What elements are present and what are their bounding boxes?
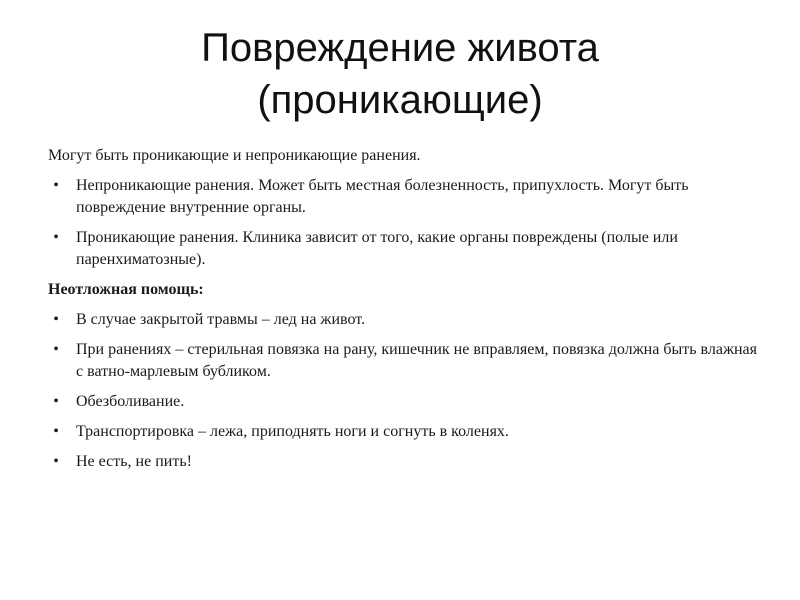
list-item [48,309,760,331]
slide-title-line-1: Повреждение живота [201,26,599,70]
bullet-icon: • [53,423,59,440]
slide-title [40,22,760,126]
list-item-text: При ранениях – стерильная повязка на рану, кишечник не вправляем, повязка должна быть влажная с ватно-марлевым бубликом. [76,341,758,380]
list-item-text: Непроникающие ранения. Может быть местная болезненность, припухлость. Могут быть повреждение внутренние органы. [76,177,689,216]
wound-types-list [48,175,760,271]
emergency-help-list [48,309,760,473]
bullet-icon: • [53,177,59,194]
list-item [48,227,760,271]
list-item-text: Обезболивание. [76,393,185,410]
intro-text: Могут быть проникающие и непроникающие ранения. [48,147,421,164]
list-item-text: Не есть, не пить! [76,453,192,470]
emergency-help-heading: Неотложная помощь: [48,281,204,298]
bullet-icon: • [53,341,59,358]
list-item [48,339,760,383]
bullet-icon: • [53,393,59,410]
list-item-text: В случае закрытой травмы – лед на живот. [76,311,366,328]
list-item [48,451,760,473]
bullet-icon: • [53,311,59,328]
slide-body [48,145,760,481]
bullet-icon: • [53,229,59,246]
list-item-text: Проникающие ранения. Клиника зависит от того, какие органы повреждены (полые или паренхиматозные). [76,229,678,268]
list-item [48,421,760,443]
list-item [48,175,760,219]
slide-title-line-2: (проникающие) [257,78,543,122]
list-item-text: Транспортировка – лежа, приподнять ноги и согнуть в коленях. [76,423,509,440]
bullet-icon: • [53,453,59,470]
list-item [48,391,760,413]
